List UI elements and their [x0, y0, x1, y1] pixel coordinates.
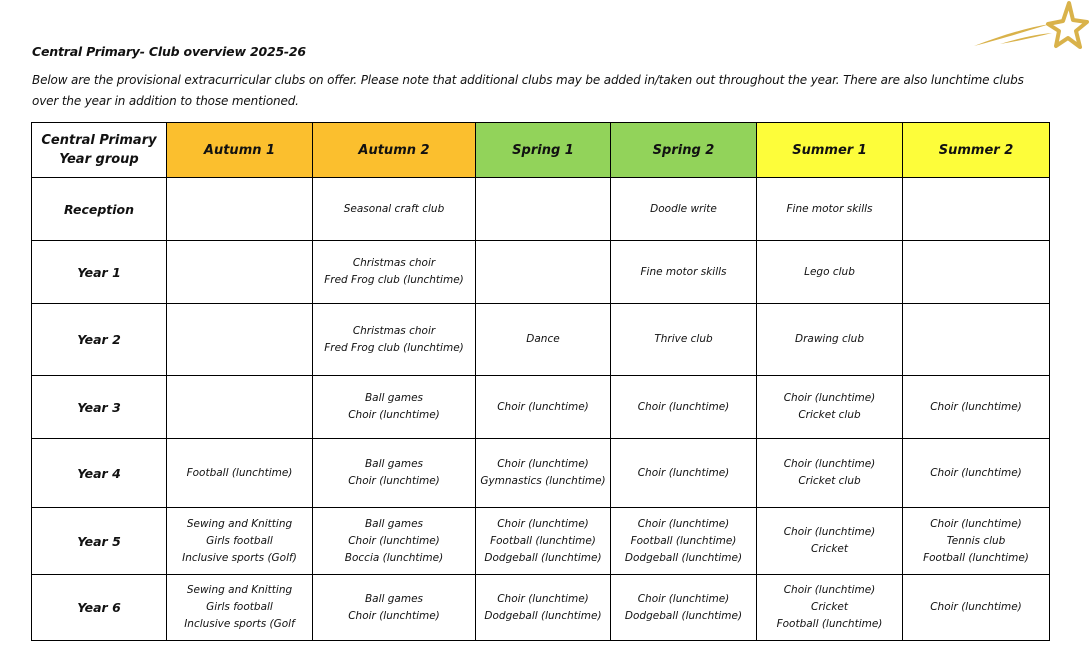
table-row [32, 304, 1050, 376]
club-name: Seasonal craft club [343, 202, 445, 215]
club-name: Choir (lunchtime) [783, 392, 876, 404]
club-cell [757, 241, 903, 304]
year-group-label: Year 5 [32, 508, 167, 575]
year-group-header-line: Central Primary [41, 133, 157, 148]
year-group-header-line: Year group [59, 152, 139, 167]
club-name: Football (lunchtime) [186, 466, 293, 479]
club-name: Dodgeball (lunchtime) [484, 551, 602, 564]
club-name: Inclusive sports (Golf [184, 618, 295, 630]
club-cell [611, 439, 757, 508]
club-name: Football (lunchtime) [630, 534, 737, 547]
club-cell [611, 508, 757, 575]
club-cell [903, 241, 1050, 304]
club-cell [757, 575, 903, 641]
document-intro: Below are the provisional extracurricular clubs on offer. Please note that additional clubs may be added in/taken out throughout the year. There are also lunchtime clubs over the year in addition to those mentioned. [32, 73, 1024, 108]
club-cell [313, 439, 476, 508]
club-name: Choir (lunchtime) [930, 400, 1022, 413]
club-cell [167, 508, 313, 575]
table-row [32, 508, 1050, 575]
term-header-spring-1: Spring 1 [476, 123, 611, 178]
club-name: Choir (lunchtime) [783, 584, 876, 596]
club-name: Sewing and Knitting [186, 584, 293, 596]
club-name: Choir (lunchtime) [348, 409, 440, 421]
year-group-label: Year 6 [32, 575, 167, 641]
club-cell [167, 304, 313, 376]
club-name: Choir (lunchtime) [637, 400, 730, 413]
term-header-summer-2: Summer 2 [903, 123, 1050, 178]
club-overview-table [31, 122, 1050, 641]
club-cell [167, 439, 313, 508]
club-name: Fine motor skills [640, 265, 727, 278]
club-name: Ball games [364, 392, 424, 404]
club-cell [167, 241, 313, 304]
club-name: Ball games [364, 517, 424, 530]
club-name: Choir (lunchtime) [348, 609, 440, 622]
club-name: Choir (lunchtime) [637, 592, 730, 605]
club-name: Thrive club [654, 333, 713, 345]
year-group-label: Year 3 [32, 376, 167, 439]
club-cell [903, 304, 1050, 376]
club-name: Fred Frog club (lunchtime) [324, 341, 464, 354]
club-name: Football (lunchtime) [776, 618, 883, 630]
club-name: Sewing and Knitting [186, 517, 293, 530]
club-name: Doodle write [650, 202, 717, 215]
club-name: Cricket [811, 601, 848, 613]
term-header-summer-1: Summer 1 [757, 123, 903, 178]
club-cell [313, 376, 476, 439]
club-name: Tennis club [946, 534, 1006, 547]
club-name: Choir (lunchtime) [783, 526, 876, 538]
club-name: Cricket [811, 543, 848, 555]
year-group-label: Year 4 [32, 439, 167, 508]
club-name: Christmas choir [352, 324, 436, 337]
club-cell [611, 376, 757, 439]
header-row [32, 123, 1050, 178]
club-name: Choir (lunchtime) [637, 517, 730, 530]
club-name: Cricket club [798, 409, 861, 421]
club-name: Ball games [364, 592, 424, 605]
club-cell [611, 178, 757, 241]
club-cell [903, 508, 1050, 575]
club-name: Choir (lunchtime) [348, 534, 440, 547]
club-cell [903, 178, 1050, 241]
club-name: Choir (lunchtime) [348, 475, 440, 487]
club-name: Choir (lunchtime) [497, 458, 589, 470]
year-group-label: Year 1 [32, 241, 167, 304]
club-name: Drawing club [794, 333, 864, 345]
club-cell [476, 178, 611, 241]
club-name: Choir (lunchtime) [637, 466, 730, 479]
year-group-header [32, 123, 167, 178]
club-cell [476, 376, 611, 439]
gold-shooting-star-icon [970, 0, 1089, 62]
club-cell [313, 178, 476, 241]
club-cell [313, 241, 476, 304]
table-row [32, 575, 1050, 641]
term-header-autumn-1: Autumn 1 [167, 123, 313, 178]
club-cell [476, 439, 611, 508]
club-cell [313, 304, 476, 376]
club-name: Choir (lunchtime) [497, 517, 589, 530]
club-cell [757, 376, 903, 439]
club-cell [167, 178, 313, 241]
club-name: Choir (lunchtime) [930, 466, 1022, 479]
club-cell [757, 178, 903, 241]
club-cell [167, 575, 313, 641]
club-name: Choir (lunchtime) [930, 601, 1022, 613]
club-cell [903, 376, 1050, 439]
club-cell [757, 304, 903, 376]
table-row [32, 439, 1050, 508]
club-cell [476, 508, 611, 575]
club-cell [476, 241, 611, 304]
club-name: Christmas choir [352, 257, 436, 269]
club-cell [903, 575, 1050, 641]
club-cell [476, 304, 611, 376]
club-cell [757, 439, 903, 508]
club-name: Lego club [804, 265, 855, 278]
club-name: Dance [526, 333, 560, 345]
club-cell [611, 304, 757, 376]
club-cell [313, 575, 476, 641]
club-name: Choir (lunchtime) [497, 400, 589, 413]
club-cell [757, 508, 903, 575]
term-header-autumn-2: Autumn 2 [313, 123, 476, 178]
club-name: Dodgeball (lunchtime) [484, 609, 602, 622]
table-row [32, 376, 1050, 439]
year-group-label: Reception [32, 178, 167, 241]
club-name: Choir (lunchtime) [930, 517, 1022, 530]
club-name: Choir (lunchtime) [497, 592, 589, 605]
club-name: Football (lunchtime) [490, 534, 596, 547]
club-cell [611, 241, 757, 304]
club-cell [167, 376, 313, 439]
club-name: Football (lunchtime) [923, 551, 1029, 564]
club-name: Cricket club [798, 475, 861, 487]
table-row [32, 178, 1050, 241]
club-name: Dodgeball (lunchtime) [624, 609, 743, 622]
club-name: Gymnastics (lunchtime) [480, 475, 606, 487]
club-name: Inclusive sports (Golf) [182, 551, 297, 564]
club-name: Fine motor skills [786, 202, 873, 215]
club-name: Girls football [206, 534, 273, 547]
year-group-label: Year 2 [32, 304, 167, 376]
term-header-spring-2: Spring 2 [611, 123, 757, 178]
document-title: Central Primary- Club overview 2025-26 [32, 44, 306, 59]
club-name: Dodgeball (lunchtime) [624, 551, 743, 564]
club-cell [476, 575, 611, 641]
star-shape [1048, 3, 1087, 47]
club-name: Ball games [364, 458, 424, 470]
club-name: Choir (lunchtime) [783, 458, 876, 470]
club-cell [611, 575, 757, 641]
club-name: Fred Frog club (lunchtime) [324, 274, 464, 286]
club-name: Girls football [206, 601, 273, 613]
club-name: Boccia (lunchtime) [344, 551, 444, 564]
club-cell [903, 439, 1050, 508]
table-row [32, 241, 1050, 304]
club-cell [313, 508, 476, 575]
